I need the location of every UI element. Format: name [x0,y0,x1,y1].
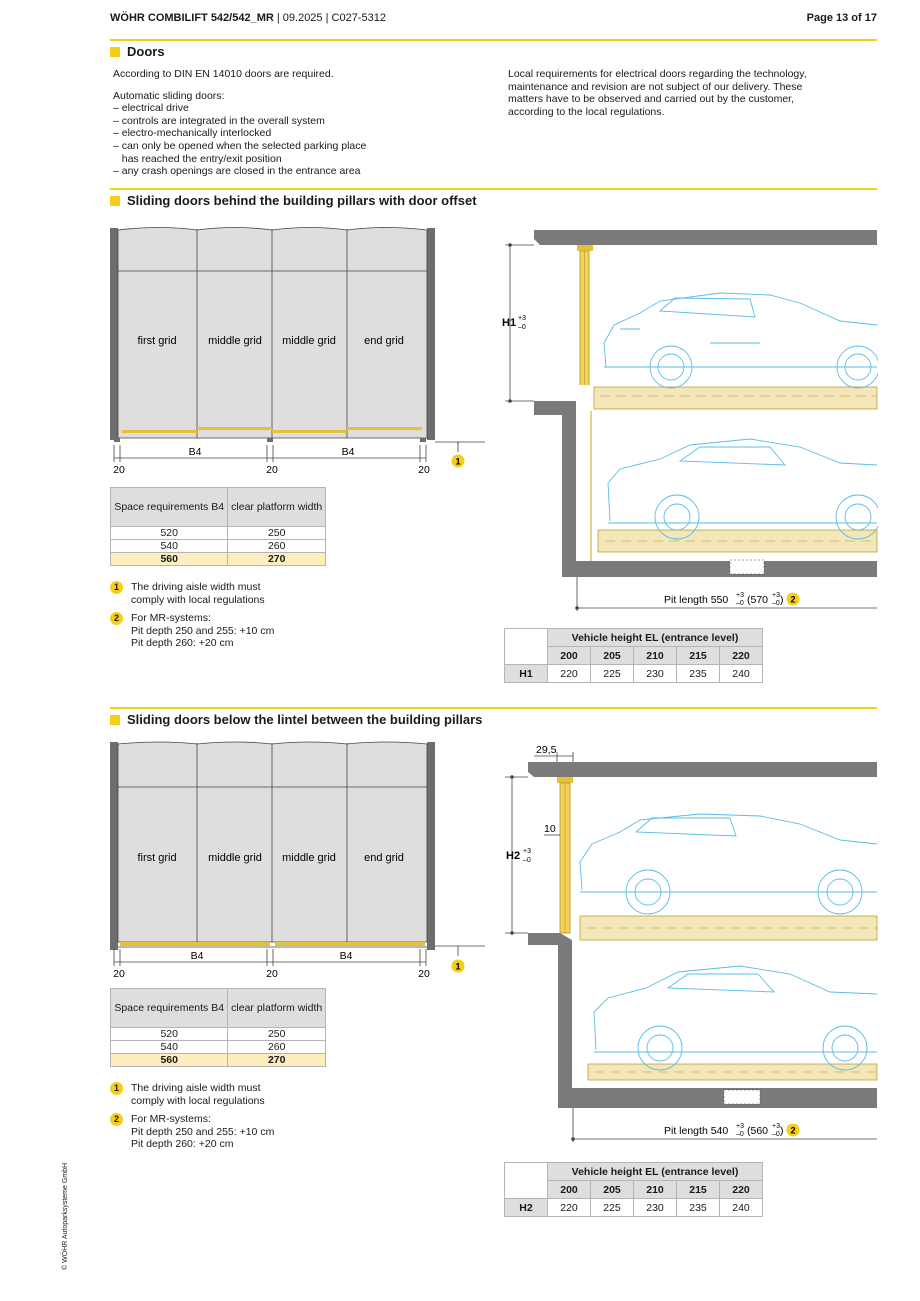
svg-text:–0: –0 [518,324,526,331]
svg-text:): ) [780,1125,784,1137]
pillar-left [110,228,118,440]
doors-list [113,90,493,178]
grid-label: middle grid [208,852,262,864]
grid-label: first grid [137,852,177,864]
table-title: Vehicle height EL (entrance level) [548,629,763,647]
note-2: 2 For MR-systems: Pit depth 250 and 255: +10 cm Pit depth 260: +20 cm [110,1113,274,1151]
h2-label: H2 [506,850,521,862]
svg-text:–0: –0 [772,1131,780,1138]
svg-text:+3: +3 [736,592,744,599]
note-1: 1 The driving aisle width must comply with local regulations [110,581,265,606]
svg-text:–0: –0 [736,600,744,607]
wall [528,933,572,1090]
dim-b4: B4 [190,950,204,962]
table-row: 520 250 [111,527,326,540]
dim-20: 20 [418,464,430,476]
table-row-highlight: 560 270 [111,553,326,566]
space-requirements-table-2 [110,988,326,1067]
col-header: Space requirements B4 [111,488,228,527]
svg-text:2: 2 [790,1125,796,1136]
doors-list-line: has reached the entry/exit position [113,152,282,165]
dim-b4: B4 [341,446,355,458]
dim-20: 20 [113,464,125,476]
col-header: clear platform width [228,488,326,527]
svg-text:+3: +3 [772,592,780,599]
front-view-drawing-2 [100,736,495,986]
svg-text:): ) [780,594,784,606]
car-lower [594,966,877,1070]
car-upper [580,814,877,914]
car-upper [604,293,878,388]
ceiling [528,762,877,777]
table-row: H1 220 225 230 235 240 [505,665,763,683]
doors-right-text [508,68,878,118]
col-header: clear platform width [228,989,326,1028]
svg-text:1: 1 [455,456,461,467]
vehicle-height-table-2: Vehicle height EL (entrance level) 200 205 210 215 220 H2 220 225 230 235 240 [504,1162,763,1217]
doc-meta: | 09.2025 | C027-5312 [273,12,386,24]
doors-intro: According to DIN EN 14010 doors are required. [113,68,334,80]
dim-b4: B4 [339,950,353,962]
dim-b4: B4 [188,446,202,458]
doors-right-line: maintenance and revision are not subject of our delivery. These [508,80,803,93]
table-title: Vehicle height EL (entrance level) [548,1163,763,1181]
dim-20: 20 [113,968,125,980]
doors-list-line: – can only be opened when the selected parking place [113,139,367,152]
dim-20: 20 [266,464,278,476]
side-view-drawing-2 [500,740,878,1150]
bullet-square-icon [110,715,120,725]
grid-label: middle grid [208,335,262,347]
col-header: Space requirements B4 [111,989,228,1028]
dim-20: 20 [418,968,430,980]
svg-text:1: 1 [455,961,461,972]
section-title-1: Sliding doors behind the building pillars with door offset [110,193,477,208]
product-name: WÖHR COMBILIFT 542/542_MR [110,12,274,24]
table-row-highlight: 560 270 [111,1054,326,1067]
svg-text:–0: –0 [523,857,531,864]
doors-list-line: Automatic sliding doors: [113,89,225,102]
grid-label: end grid [364,852,404,864]
svg-text:(570: (570 [747,594,769,606]
doors-list-line: – electro-mechanically interlocked [113,127,272,140]
svg-text:+3: +3 [772,1123,780,1130]
table-row: 540 260 [111,1041,326,1054]
front-view-drawing-1 [100,220,495,480]
divider [110,39,877,41]
note-1: 1 The driving aisle width must comply with local regulations [110,1082,265,1107]
dim-10: 10 [544,823,556,835]
table-row: 520 250 [111,1028,326,1041]
h1-label: H1 [502,317,517,329]
svg-text:+3: +3 [518,315,526,322]
divider [110,188,877,190]
space-requirements-table-1 [110,487,326,566]
pillar-right [427,228,435,440]
copyright: © WÖHR Autoparksysteme GmbH [62,1162,69,1270]
ceiling [534,230,877,245]
doors-right-line: Local requirements for electrical doors regarding the technology, [508,68,807,80]
svg-text:–0: –0 [736,1131,744,1138]
table-row: H2 220 225 230 235 240 [505,1199,763,1217]
grid-label: middle grid [282,335,336,347]
table-row: 540 260 [111,540,326,553]
door-panels [118,228,427,439]
dim-29-5: 29,5 [536,744,557,756]
grid-label: middle grid [282,852,336,864]
doors-right-line: matters have to be observed and carried out by the customer, [508,93,794,106]
doors-list-line: – electrical drive [113,102,189,115]
side-view-drawing-1 [500,225,878,620]
section-title-2: Sliding doors below the lintel between the building pillars [110,712,482,727]
doors-list-line: – controls are integrated in the overall system [113,114,325,127]
pit-length: Pit length 540 [664,1125,729,1137]
pit-length: Pit length 550 [664,594,729,606]
page-number: Page 13 of 17 [806,12,877,24]
section-title-doors: Doors [110,44,165,59]
doors-left-text [113,68,493,178]
page-header [110,12,386,24]
svg-text:+3: +3 [523,848,531,855]
grid-label: first grid [137,335,177,347]
divider [110,707,877,709]
svg-text:+3: +3 [736,1123,744,1130]
svg-text:2: 2 [790,594,796,605]
note-2: 2 For MR-systems: Pit depth 250 and 255: +10 cm Pit depth 260: +20 cm [110,612,274,650]
bullet-square-icon [110,47,120,57]
bullet-square-icon [110,196,120,206]
svg-text:–0: –0 [772,600,780,607]
svg-text:(560: (560 [747,1125,769,1137]
vehicle-height-table-1: Vehicle height EL (entrance level) 200 205 210 215 220 H1 220 225 230 235 240 [504,628,763,683]
door-panels [118,742,427,942]
dim-20: 20 [266,968,278,980]
doors-list-line: – any crash openings are closed in the entrance area [113,165,361,178]
grid-label: end grid [364,335,404,347]
doors-right-line: according to the local regulations. [508,105,665,118]
